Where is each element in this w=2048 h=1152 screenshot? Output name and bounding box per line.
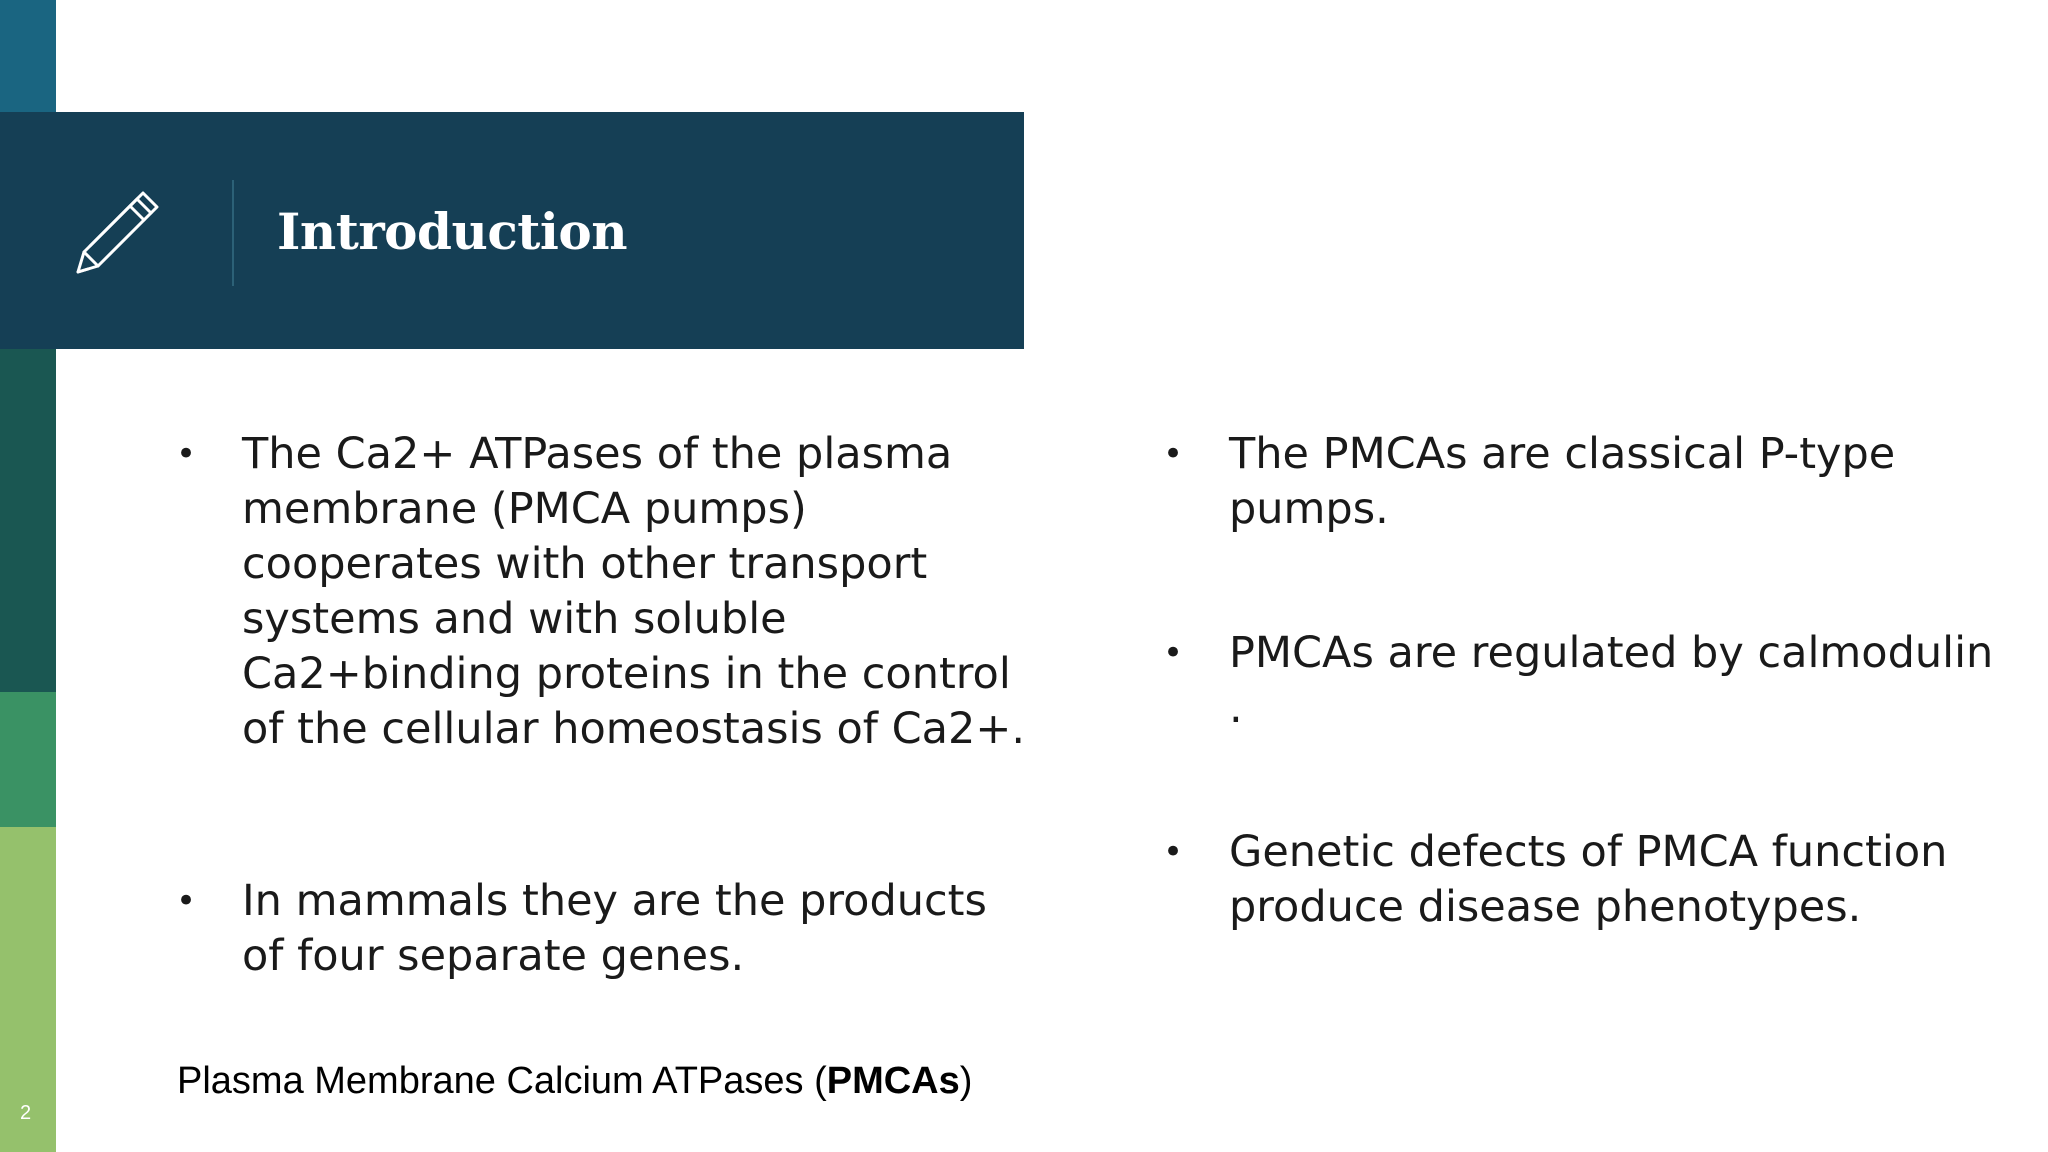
bullet-item: • The PMCAs are classical P-type pumps. — [1163, 427, 2013, 537]
caption — [177, 1056, 972, 1106]
title-bar — [0, 112, 1024, 349]
title-divider — [232, 180, 234, 286]
pencil-icon — [70, 190, 160, 280]
slide-title: Introduction — [277, 202, 628, 261]
bullet-item: • Genetic defects of PMCA function produce disease phenotypes. — [1163, 825, 2013, 935]
right-bullet-list — [1163, 427, 2013, 935]
left-bullet-list — [176, 427, 1036, 984]
bullet-item: • The Ca2+ ATPases of the plasma membrane (PMCA pumps) cooperates with other transport systems and with soluble Ca2+binding proteins in the control of the cellular homeostasis of Ca2+. — [176, 427, 1036, 757]
caption-suffix: ) — [959, 1060, 973, 1102]
caption-bold: PMCAs — [826, 1060, 960, 1102]
caption-prefix: Plasma Membrane Calcium ATPases ( — [177, 1060, 827, 1102]
bullet-item: • PMCAs are regulated by calmodulin . — [1163, 626, 2013, 736]
accent-strip-top — [0, 0, 56, 112]
bullet-item: • In mammals they are the products of four separate genes. — [176, 874, 1036, 984]
accent-strip-green — [0, 692, 56, 827]
accent-strip-dark-green — [0, 349, 56, 692]
page-number: 2 — [20, 1102, 32, 1124]
